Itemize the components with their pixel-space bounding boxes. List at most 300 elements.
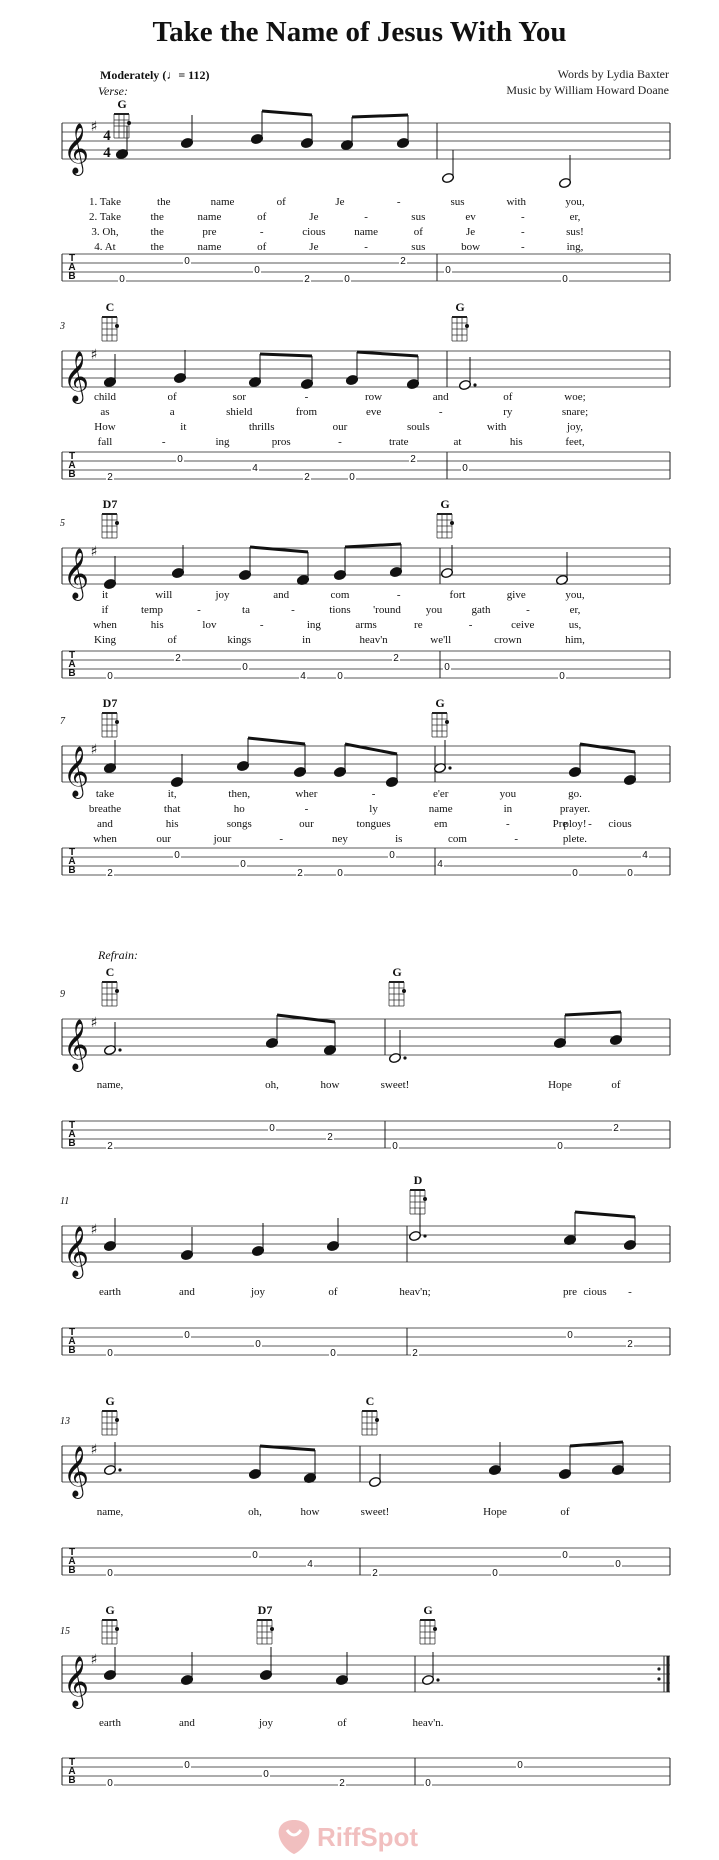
lyric-syllable: tongues (356, 818, 391, 830)
lyric-syllable: of (611, 1079, 621, 1091)
lyric-syllable: - (304, 391, 309, 403)
lyric-syllable: Je (335, 196, 345, 208)
tab-fret-number: 0 (445, 265, 451, 276)
tab-fret-number: 2 (412, 1348, 418, 1359)
tab-fret-number: 0 (349, 472, 355, 483)
dot (436, 1678, 439, 1681)
tab-fret-number: 2 (327, 1132, 333, 1143)
beam (575, 1212, 635, 1217)
chord-diagram-icon (114, 114, 131, 138)
tab-fret-number: 0 (107, 671, 113, 682)
lyric-syllable: heav'n. (412, 1717, 444, 1729)
words-credit: Words by Lydia Baxter (557, 67, 669, 81)
tab-fret-number: 2 (393, 653, 399, 664)
lyric-syllable: com (330, 589, 350, 601)
key-signature-sharp: ♯ (90, 1442, 98, 1458)
lyric-syllable: in (302, 634, 311, 646)
key-signature-sharp: ♯ (90, 544, 98, 560)
tab-fret-number: 0 (240, 859, 246, 870)
lyric-syllable: of (328, 1286, 338, 1298)
lyric-syllable: we'll (430, 634, 452, 646)
tab-fret-number: 0 (269, 1123, 275, 1134)
lyric-syllable: and (179, 1286, 195, 1298)
tab-clef-letter: T (68, 650, 76, 661)
system-5 (62, 982, 670, 1150)
chord-name: G (105, 1603, 115, 1617)
tab-fret-number: 0 (330, 1348, 336, 1359)
lyric-syllable: of (167, 634, 177, 646)
finger-dot (115, 989, 119, 993)
tab-clef-letter: B (68, 1345, 76, 1356)
lyric-syllable: you (499, 788, 517, 800)
tab-fret-number: 2 (107, 1141, 113, 1152)
chord-diagram-icon (257, 1620, 274, 1644)
lyric-syllable: - (304, 803, 309, 815)
chord-diagram-icon (102, 713, 119, 737)
lyric-syllable: of (337, 1717, 347, 1729)
lyric-syllable: row (365, 391, 383, 403)
tab-fret-number: 0 (254, 265, 260, 276)
tab-fret-number: 2 (410, 454, 416, 465)
lyric-syllable: earth (99, 1286, 121, 1298)
dot (473, 383, 476, 386)
lyric-syllable: at (453, 436, 462, 448)
tab-fret-number: 0 (425, 1778, 431, 1789)
tab-clef-letter: B (68, 1565, 76, 1576)
lyric-syllable: plete. (562, 833, 588, 845)
tab-fret-number: 0 (389, 850, 395, 861)
tab-clef-letter: B (68, 668, 76, 679)
lyric-syllable: name, (96, 1506, 124, 1518)
lyric-syllable: 1. Take (88, 196, 122, 208)
tab-fret-number: 0 (184, 1330, 190, 1341)
lyric-syllable: sus (411, 241, 426, 253)
key-signature-sharp: ♯ (90, 742, 98, 758)
tempo-marking: Moderately (♩= 112) (100, 68, 210, 82)
time-signature-bottom: 4 (103, 145, 111, 161)
lyric-syllable: ly (369, 803, 378, 815)
lyric-syllable: eve (365, 406, 382, 418)
measure-number: 7 (60, 716, 65, 727)
lyric-syllable: - (161, 436, 166, 448)
tab-fret-number: 0 (559, 671, 565, 682)
lyric-syllable: songs (226, 818, 252, 830)
tab-fret-number: 2 (107, 868, 113, 879)
treble-clef-icon: 𝄞 (62, 746, 90, 797)
beam (260, 354, 312, 356)
lyric-syllable: then, (228, 788, 251, 800)
lyric-syllable: and (432, 391, 449, 403)
lyric-syllable: 2. Take (88, 211, 122, 223)
lyric-syllable: 4. At (94, 241, 116, 253)
measure-number: 11 (60, 1196, 70, 1207)
treble-clef-icon: 𝄞 (62, 1446, 90, 1497)
tab-fret-number: 0 (572, 868, 578, 879)
lyric-syllable: sus (411, 211, 426, 223)
lyric-syllable: ev (465, 211, 476, 223)
tab-clef-letter: A (68, 1766, 76, 1777)
tab-fret-number: 0 (615, 1559, 621, 1570)
tempo-bpm: = 112 (178, 68, 206, 82)
chord-diagram-icon (102, 1620, 119, 1644)
lyric-syllable: crown (494, 634, 522, 646)
lyric-syllable: name (354, 226, 379, 238)
lyric-syllable: if (101, 604, 109, 616)
measure-number: 15 (60, 1626, 70, 1637)
lyric-syllable: cious (608, 818, 632, 830)
lyric-syllable: - (279, 833, 284, 845)
tab-fret-number: 0 (242, 662, 248, 673)
lyric-syllable: King (94, 634, 116, 646)
tab-fret-number: 0 (177, 454, 183, 465)
lyric-syllable: of (276, 196, 286, 208)
lyric-syllable: shield (226, 406, 253, 418)
tab-fret-number: 4 (252, 463, 258, 474)
lyric-syllable: - (520, 211, 525, 223)
lyric-syllable: souls (407, 421, 430, 433)
tab-fret-number: 0 (184, 1760, 190, 1771)
lyric-syllable: joy, (566, 421, 584, 433)
finger-dot (450, 521, 454, 525)
tab-clef-letter: B (68, 1775, 76, 1786)
chord-diagram-icon (102, 514, 119, 538)
lyric-syllable: temp (141, 604, 163, 616)
tab-fret-number: 4 (307, 1559, 313, 1570)
tab-fret-number: 0 (337, 671, 343, 682)
verse-label: Verse: (98, 84, 128, 98)
lyric-syllable: name (210, 196, 235, 208)
tab-clef-letter: T (68, 1757, 76, 1768)
lyric-syllable: the (150, 226, 164, 238)
guitar-pick-icon (275, 1818, 313, 1856)
dot (423, 1234, 426, 1237)
key-signature-sharp: ♯ (90, 1222, 98, 1238)
music-credit: Music by William Howard Doane (506, 83, 669, 97)
tab-fret-number: 0 (492, 1568, 498, 1579)
lyric-syllable: ploy! (563, 818, 587, 830)
lyric-syllable: his (165, 818, 179, 830)
tab-clef-letter: T (68, 253, 76, 264)
lyric-syllable: name (428, 803, 453, 815)
lyric-syllable: 3. Oh, (91, 226, 119, 238)
tab-fret-number: 0 (184, 256, 190, 267)
lyric-syllable: - (291, 604, 295, 616)
system-8 (62, 1620, 670, 1787)
tab-fret-number: 0 (252, 1550, 258, 1561)
tab-clef-letter: T (68, 1547, 76, 1558)
lyric-syllable: feet, (565, 436, 585, 448)
lyric-syllable: sus! (566, 226, 584, 238)
dot (403, 1056, 406, 1059)
time-signature-top: 4 (103, 128, 111, 144)
beam (345, 744, 397, 754)
finger-dot (115, 521, 119, 525)
repeat-dot (657, 1667, 660, 1670)
lyric-syllable: em (433, 818, 448, 830)
lyric-syllable: fall (97, 436, 113, 448)
lyric-syllable: name (197, 241, 222, 253)
key-signature-sharp: ♯ (90, 119, 98, 135)
lyric-syllable: gath (471, 604, 491, 616)
beam (262, 111, 312, 115)
lyric-syllable: snare; (561, 406, 589, 418)
lyric-syllable: - (396, 589, 401, 601)
finger-dot (115, 1627, 119, 1631)
tab-fret-number: 0 (174, 850, 180, 861)
tab-fret-number: 2 (304, 472, 310, 483)
lyric-syllable: arms (355, 619, 377, 631)
lyric-syllable: pre (562, 1286, 578, 1298)
tab-clef-letter: A (68, 856, 76, 867)
lyric-syllable: ney (332, 833, 348, 845)
lyric-syllable: - (259, 619, 264, 631)
chord-diagram-icon (437, 514, 454, 538)
system-7 (62, 1411, 670, 1577)
treble-clef-icon: 𝄞 (62, 1656, 90, 1707)
lyric-syllable: 'round (373, 604, 401, 616)
tab-fret-number: 0 (562, 274, 568, 285)
lyric-syllable: woe; (564, 391, 586, 403)
beam (352, 115, 408, 117)
tab-clef-letter: A (68, 1129, 76, 1140)
lyric-syllable: thrills (248, 421, 275, 433)
lyric-syllable: Hope (548, 1079, 572, 1091)
lyric-syllable: oh, (265, 1079, 279, 1091)
lyric-syllable: e'er (433, 788, 449, 800)
lyric-syllable: breathe (88, 803, 122, 815)
treble-clef-icon: 𝄞 (62, 123, 90, 174)
lyric-syllable: how (320, 1079, 340, 1091)
tab-fret-number: 2 (339, 1778, 345, 1789)
finger-dot (115, 720, 119, 724)
tab-fret-number: 2 (613, 1123, 619, 1134)
lyric-syllable: his (150, 619, 164, 631)
lyric-syllable: joy (250, 1286, 266, 1298)
tab-clef-letter: B (68, 1138, 76, 1149)
lyric-syllable: heav'n; (399, 1286, 431, 1298)
tab-fret-number: 0 (562, 1550, 568, 1561)
tab-clef-letter: A (68, 460, 76, 471)
finger-dot (270, 1627, 274, 1631)
tab-fret-number: 2 (627, 1339, 633, 1350)
chord-name: G (117, 97, 127, 111)
chord-diagram-icon (410, 1190, 427, 1214)
chord-diagram-icon (432, 713, 449, 737)
lyric-syllable: Pre (552, 818, 568, 830)
lyric-syllable: when (93, 833, 117, 845)
lyric-syllable: us, (568, 619, 582, 631)
tab-clef-letter: B (68, 865, 76, 876)
finger-dot (433, 1627, 437, 1631)
lyric-syllable: - (506, 818, 510, 830)
finger-dot (465, 324, 469, 328)
lyric-syllable: it (101, 589, 109, 601)
tab-clef-letter: T (68, 1120, 76, 1131)
lyric-syllable: - (628, 1286, 632, 1298)
lyric-syllable: it (180, 421, 187, 433)
lyric-syllable: - (364, 211, 368, 223)
measure-number: 9 (60, 989, 65, 1000)
lyric-syllable: prayer. (559, 803, 591, 815)
lyric-syllable: - (520, 241, 525, 253)
chord-name: G (392, 965, 402, 979)
lyric-syllable: sweet! (380, 1079, 410, 1091)
treble-clef-icon: 𝄞 (62, 1226, 90, 1277)
chord-name: G (423, 1603, 433, 1617)
lyric-syllable: the (150, 211, 164, 223)
tab-fret-number: 4 (300, 671, 306, 682)
lyric-syllable: tions (329, 604, 351, 616)
tab-fret-number: 2 (297, 868, 303, 879)
tab-fret-number: 0 (557, 1141, 563, 1152)
tab-clef-letter: A (68, 262, 76, 273)
key-signature-sharp: ♯ (90, 1652, 98, 1668)
lyric-syllable: of (560, 1506, 570, 1518)
tab-clef-letter: A (68, 1556, 76, 1567)
tab-fret-number: 4 (437, 859, 443, 870)
lyric-syllable: go. (568, 788, 582, 800)
lyric-syllable: and (97, 818, 113, 830)
lyric-syllable: - (259, 226, 264, 238)
riffspot-watermark (275, 1818, 455, 1856)
chord-name: G (455, 300, 465, 314)
dot (448, 766, 451, 769)
dot (118, 1048, 121, 1051)
tab-clef-letter: T (68, 847, 76, 858)
lyric-syllable: as (100, 406, 110, 418)
lyric-syllable: the (150, 241, 164, 253)
lyric-syllable: kings (227, 634, 252, 646)
chord-name: C (365, 1394, 375, 1408)
lyric-syllable: will (155, 589, 173, 601)
lyric-syllable: pros (271, 436, 291, 448)
chord-name: D7 (257, 1603, 273, 1617)
tab-clef-letter: B (68, 271, 76, 282)
repeat-dot (657, 1677, 660, 1680)
key-signature-sharp: ♯ (90, 1015, 98, 1031)
finger-dot (115, 1418, 119, 1422)
lyric-syllable: - (526, 604, 530, 616)
chord-name: C (105, 300, 115, 314)
chord-diagram-icon (362, 1411, 379, 1435)
lyric-syllable: er, (569, 604, 581, 616)
lyric-syllable: you, (565, 196, 585, 208)
lyric-syllable: our (156, 833, 172, 845)
lyric-syllable: and (179, 1717, 195, 1729)
finger-dot (423, 1197, 427, 1201)
tempo-word: Moderately (100, 68, 160, 82)
lyric-syllable: Je (309, 241, 319, 253)
lyric-syllable: name (197, 211, 222, 223)
lyric-syllable: it, (167, 788, 177, 800)
lyric-syllable: ta (242, 604, 250, 616)
lyric-syllable: with (506, 196, 527, 208)
beam (580, 744, 635, 752)
tab-fret-number: 0 (444, 662, 450, 673)
lyric-syllable: lov (202, 619, 217, 631)
chord-name: D7 (102, 696, 118, 710)
lyric-syllable: - (364, 241, 368, 253)
lyric-syllable: - (371, 788, 376, 800)
song-title: Take the Name of Jesus With You (152, 16, 567, 48)
chord-name: C (105, 965, 115, 979)
lyric-syllable: of (257, 241, 267, 253)
tab-fret-number: 0 (627, 868, 633, 879)
lyric-syllable: of (257, 211, 267, 223)
beam (277, 1015, 335, 1022)
lyric-syllable: how (300, 1506, 320, 1518)
lyric-syllable: Je (465, 226, 476, 238)
lyric-syllable: joy (258, 1717, 274, 1729)
lyric-syllable: Hope (483, 1506, 507, 1518)
lyric-syllable: with (486, 421, 507, 433)
lyric-syllable: heav'n (359, 634, 388, 646)
lyric-syllable: oh, (248, 1506, 262, 1518)
tab-clef-letter: T (68, 1327, 76, 1338)
beam (565, 1012, 621, 1015)
lyric-syllable: is (395, 833, 403, 845)
lyric-syllable: cious (583, 1286, 607, 1298)
lyric-syllable: - (197, 604, 201, 616)
lyric-syllable: pre (202, 226, 217, 238)
finger-dot (375, 1418, 379, 1422)
lyric-syllable: joy (215, 589, 230, 601)
chord-diagram-icon (102, 982, 119, 1006)
lyric-syllable: sweet! (360, 1506, 390, 1518)
lyric-syllable: jour (213, 833, 232, 845)
tab-fret-number: 2 (107, 472, 113, 483)
lyric-syllable: - (520, 226, 525, 238)
tab-clef-letter: B (68, 469, 76, 480)
lyric-syllable: Je (309, 211, 319, 223)
lyric-syllable: How (94, 421, 116, 433)
refrain-label: Refrain: (98, 948, 138, 962)
lyric-syllable: of (503, 391, 513, 403)
lyric-syllable: fort (449, 589, 466, 601)
lyric-syllable: sor (232, 391, 247, 403)
lyric-syllable: give (506, 589, 526, 601)
tab-fret-number: 0 (107, 1348, 113, 1359)
chord-diagram-icon (420, 1620, 437, 1644)
lyric-syllable: a (169, 406, 175, 418)
watermark-text: RiffSpot (317, 1822, 419, 1852)
lyric-syllable: take (95, 788, 115, 800)
quarter-note-icon: ♩ (166, 68, 179, 82)
measure-number: 5 (60, 518, 65, 529)
finger-dot (127, 121, 131, 125)
lyric-syllable: re (414, 619, 423, 631)
lyric-syllable: - (438, 406, 443, 418)
lyric-syllable: in (503, 803, 513, 815)
lyric-syllable: you (425, 604, 443, 616)
lyric-syllable: of (167, 391, 177, 403)
chord-diagram-icon (102, 1411, 119, 1435)
lyric-syllable: earth (99, 1717, 121, 1729)
tab-fret-number: 2 (400, 256, 406, 267)
finger-dot (445, 720, 449, 724)
lyric-syllable: ing, (566, 241, 584, 253)
measure-number: 13 (60, 1416, 70, 1427)
tab-fret-number: 0 (344, 274, 350, 285)
lyric-syllable: that (163, 803, 181, 815)
lyric-syllable: child (94, 391, 116, 403)
lyric-syllable: when (93, 619, 117, 631)
key-signature-sharp: ♯ (90, 347, 98, 363)
finger-dot (115, 324, 119, 328)
chord-name: D7 (102, 497, 118, 511)
lyric-syllable: cious (302, 226, 326, 238)
beam (570, 1442, 623, 1446)
